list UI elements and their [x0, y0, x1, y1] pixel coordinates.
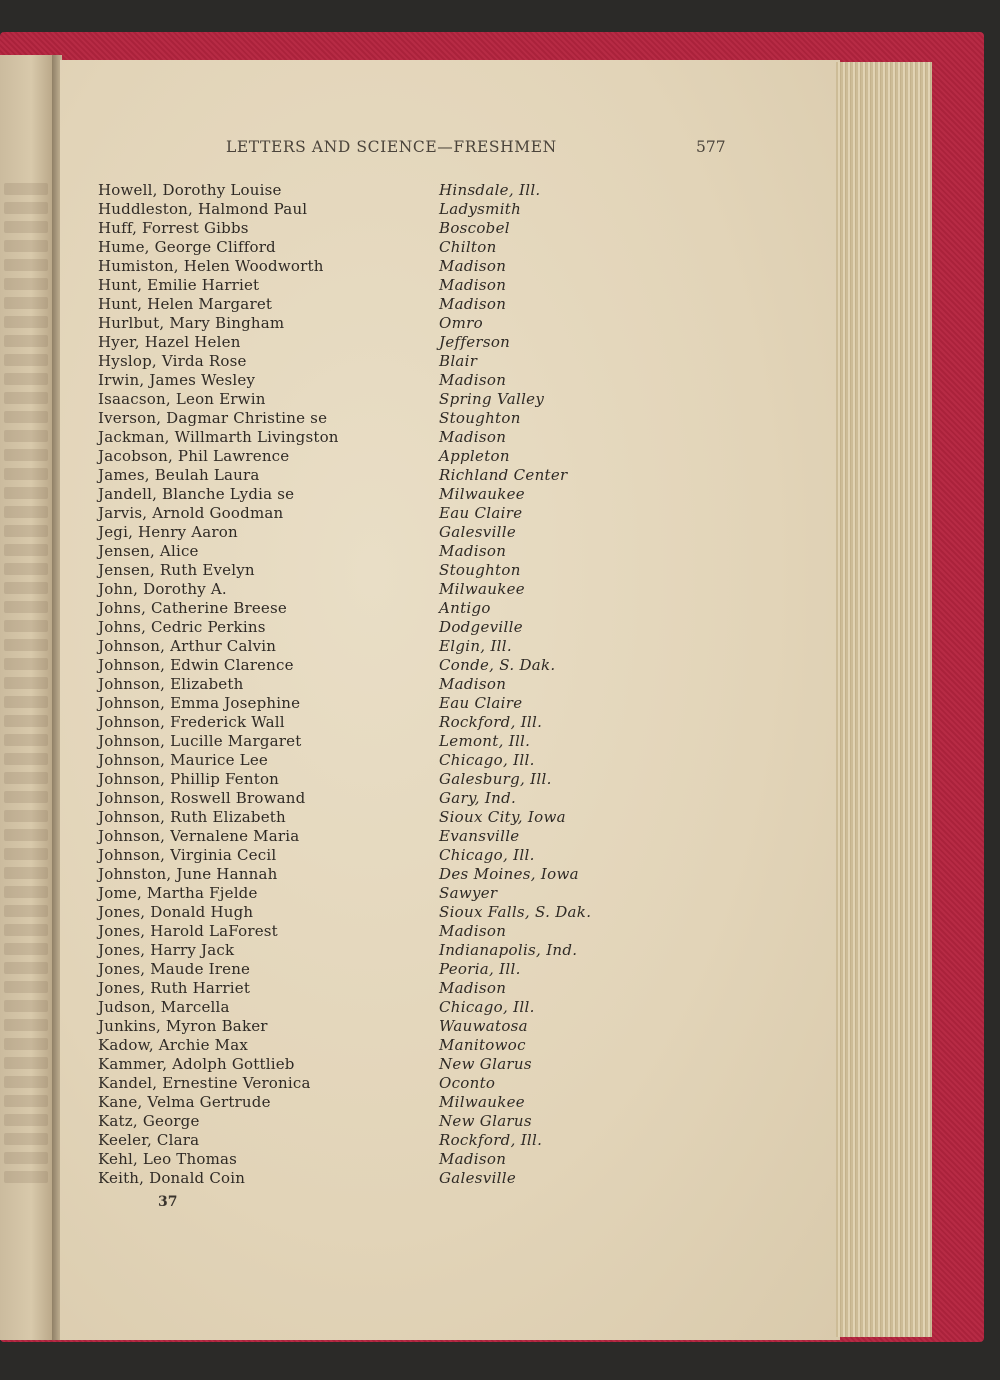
list-item: [98, 978, 698, 997]
facing-page-text-trace: [4, 411, 48, 423]
hometown: Omro: [439, 314, 483, 332]
hometown: Madison: [439, 428, 507, 446]
facing-page-text-trace: [4, 810, 48, 822]
student-name: Hyslop, Virda Rose: [98, 352, 247, 370]
list-item: [98, 370, 698, 389]
hometown: Galesville: [439, 523, 517, 541]
facing-page-text-trace: [4, 677, 48, 689]
facing-page-text-trace: [4, 297, 48, 309]
list-item: [98, 332, 698, 351]
hometown: Des Moines, Iowa: [439, 865, 579, 883]
student-name: Johnson, Arthur Calvin: [98, 637, 277, 655]
list-item: [98, 902, 698, 921]
student-name: James, Beulah Laura: [98, 466, 260, 484]
student-name: Katz, George: [98, 1112, 200, 1130]
student-name: Johnson, Emma Josephine: [98, 694, 301, 712]
student-name: Jones, Harry Jack: [98, 941, 235, 959]
list-item: [98, 864, 698, 883]
hometown: Sioux Falls, S. Dak.: [439, 903, 592, 921]
list-item: [98, 731, 698, 750]
hometown: Madison: [439, 295, 507, 313]
facing-page-text-trace: [4, 202, 48, 214]
student-name: Jones, Maude Irene: [98, 960, 251, 978]
student-name: Howell, Dorothy Louise: [98, 181, 282, 199]
hometown: Blair: [439, 352, 478, 370]
list-item: [98, 275, 698, 294]
student-list: [98, 180, 698, 1187]
list-item: [98, 845, 698, 864]
list-item: [98, 826, 698, 845]
hometown: Rockford, Ill.: [439, 1131, 543, 1149]
student-name: Hyer, Hazel Helen: [98, 333, 241, 351]
list-item: [98, 807, 698, 826]
page-edges: [836, 62, 932, 1337]
student-name: Johnson, Vernalene Maria: [98, 827, 300, 845]
facing-page-text-trace: [4, 449, 48, 461]
student-name: Kehl, Leo Thomas: [98, 1150, 238, 1168]
hometown: Madison: [439, 371, 507, 389]
student-name: Johnson, Elizabeth: [98, 675, 244, 693]
list-item: [98, 883, 698, 902]
student-name: Johnston, June Hannah: [98, 865, 278, 883]
facing-page-text-trace: [4, 1171, 48, 1183]
hometown: Indianapolis, Ind.: [439, 941, 578, 959]
list-item: [98, 237, 698, 256]
student-name: Jacobson, Phil Lawrence: [98, 447, 290, 465]
facing-page-text-trace: [4, 867, 48, 879]
student-name: Jensen, Ruth Evelyn: [98, 561, 255, 579]
hometown: New Glarus: [439, 1112, 532, 1130]
hometown: Ladysmith: [439, 200, 522, 218]
hometown: Hinsdale, Ill.: [439, 181, 541, 199]
hometown: Richland Center: [439, 466, 568, 484]
list-item: [98, 674, 698, 693]
list-item: [98, 465, 698, 484]
facing-page-text-trace: [4, 753, 48, 765]
list-item: [98, 351, 698, 370]
student-name: Johns, Catherine Breese: [98, 599, 287, 617]
list-item: [98, 1054, 698, 1073]
student-name: Johnson, Phillip Fenton: [98, 770, 280, 788]
list-item: [98, 180, 698, 199]
student-name: Jegi, Henry Aaron: [98, 523, 238, 541]
hometown: Milwaukee: [439, 485, 525, 503]
list-item: [98, 218, 698, 237]
facing-page-text-trace: [4, 183, 48, 195]
list-item: [98, 199, 698, 218]
hometown: Jefferson: [439, 333, 511, 351]
facing-page-text-trace: [4, 1095, 48, 1107]
facing-page-text-trace: [4, 1076, 48, 1088]
hometown: Dodgeville: [439, 618, 523, 636]
facing-page-text-trace: [4, 354, 48, 366]
student-name: Johnson, Edwin Clarence: [98, 656, 294, 674]
list-item: [98, 769, 698, 788]
hometown: Appleton: [439, 447, 510, 465]
student-name: Huff, Forrest Gibbs: [98, 219, 249, 237]
facing-page-text-trace: [4, 924, 48, 936]
hometown: Madison: [439, 675, 507, 693]
facing-page-text-trace: [4, 506, 48, 518]
list-item: [98, 921, 698, 940]
hometown: Eau Claire: [439, 504, 523, 522]
facing-page-text-trace: [4, 1152, 48, 1164]
list-item: [98, 617, 698, 636]
student-name: Jones, Ruth Harriet: [98, 979, 251, 997]
hometown: Milwaukee: [439, 1093, 525, 1111]
student-name: Johnson, Ruth Elizabeth: [98, 808, 286, 826]
list-item: [98, 750, 698, 769]
hometown: Boscobel: [439, 219, 510, 237]
hometown: New Glarus: [439, 1055, 532, 1073]
student-name: Junkins, Myron Baker: [98, 1017, 268, 1035]
list-item: [98, 427, 698, 446]
hometown: Stoughton: [439, 409, 521, 427]
facing-page-text-trace: [4, 392, 48, 404]
list-item: [98, 484, 698, 503]
list-item: [98, 788, 698, 807]
student-name: Johns, Cedric Perkins: [98, 618, 266, 636]
student-name: Huddleston, Halmond Paul: [98, 200, 308, 218]
facing-page-text-trace: [4, 487, 48, 499]
page-number: 577: [696, 138, 726, 156]
student-name: Jones, Harold LaForest: [98, 922, 278, 940]
student-name: Judson, Marcella: [98, 998, 230, 1016]
student-name: Johnson, Frederick Wall: [98, 713, 285, 731]
list-item: [98, 712, 698, 731]
hometown: Chicago, Ill.: [439, 846, 535, 864]
student-name: Hunt, Emilie Harriet: [98, 276, 260, 294]
hometown: Milwaukee: [439, 580, 525, 598]
facing-page-text-trace: [4, 1057, 48, 1069]
student-name: Johnson, Virginia Cecil: [98, 846, 277, 864]
facing-page-text-trace: [4, 620, 48, 632]
hometown: Elgin, Ill.: [439, 637, 512, 655]
list-item: [98, 503, 698, 522]
hometown: Madison: [439, 257, 507, 275]
facing-page-text-trace: [4, 715, 48, 727]
facing-page-text-trace: [4, 962, 48, 974]
facing-page-text-trace: [4, 259, 48, 271]
student-name: Iverson, Dagmar Christine se: [98, 409, 328, 427]
student-name: Hunt, Helen Margaret: [98, 295, 273, 313]
list-item: [98, 256, 698, 275]
list-item: [98, 446, 698, 465]
facing-page-text-trace: [4, 430, 48, 442]
hometown: Chilton: [439, 238, 497, 256]
student-name: Jarvis, Arnold Goodman: [98, 504, 284, 522]
list-item: [98, 997, 698, 1016]
facing-page-text-trace: [4, 848, 48, 860]
facing-page-text-trace: [4, 1114, 48, 1126]
student-name: Kane, Velma Gertrude: [98, 1093, 271, 1111]
facing-page-text-trace: [4, 373, 48, 385]
student-name: Johnson, Lucille Margaret: [98, 732, 302, 750]
student-name: Jensen, Alice: [98, 542, 199, 560]
facing-page-text-trace: [4, 582, 48, 594]
hometown: Galesville: [439, 1169, 517, 1187]
facing-page-text-trace: [4, 886, 48, 898]
list-item: [98, 579, 698, 598]
facing-page-text-trace: [4, 1019, 48, 1031]
facing-page-text-trace: [4, 734, 48, 746]
facing-page-text-trace: [4, 696, 48, 708]
list-item: [98, 1111, 698, 1130]
facing-page-text-trace: [4, 468, 48, 480]
student-name: Keith, Donald Coin: [98, 1169, 246, 1187]
facing-page-text-trace: [4, 981, 48, 993]
hometown: Sioux City, Iowa: [439, 808, 566, 826]
facing-page-text-trace: [4, 829, 48, 841]
facing-page-text-trace: [4, 658, 48, 670]
list-item: [98, 1130, 698, 1149]
list-item: [98, 522, 698, 541]
hometown: Madison: [439, 1150, 507, 1168]
signature-mark: 37: [158, 1194, 178, 1210]
student-name: Johnson, Roswell Browand: [98, 789, 306, 807]
facing-page-text-trace: [4, 601, 48, 613]
hometown: Gary, Ind.: [439, 789, 517, 807]
facing-page-edge: [0, 55, 52, 1340]
hometown: Madison: [439, 276, 507, 294]
list-item: [98, 1016, 698, 1035]
list-item: [98, 1149, 698, 1168]
list-item: [98, 389, 698, 408]
facing-page-text-trace: [4, 772, 48, 784]
student-name: Isaacson, Leon Erwin: [98, 390, 266, 408]
facing-page-text-trace: [4, 544, 48, 556]
hometown: Eau Claire: [439, 694, 523, 712]
student-name: Irwin, James Wesley: [98, 371, 256, 389]
student-name: Jandell, Blanche Lydia se: [98, 485, 295, 503]
list-item: [98, 294, 698, 313]
facing-page-text-trace: [4, 905, 48, 917]
hometown: Lemont, Ill.: [439, 732, 531, 750]
facing-page-text-trace: [4, 791, 48, 803]
list-item: [98, 636, 698, 655]
hometown: Galesburg, Ill.: [439, 770, 552, 788]
student-name: Humiston, Helen Woodworth: [98, 257, 324, 275]
list-item: [98, 408, 698, 427]
facing-page-text-trace: [4, 563, 48, 575]
list-item: [98, 313, 698, 332]
list-item: [98, 1073, 698, 1092]
student-name: Keeler, Clara: [98, 1131, 200, 1149]
hometown: Wauwatosa: [439, 1017, 528, 1035]
hometown: Antigo: [439, 599, 491, 617]
hometown: Sawyer: [439, 884, 498, 902]
facing-page-text-trace: [4, 1038, 48, 1050]
list-item: [98, 940, 698, 959]
list-item: [98, 541, 698, 560]
student-name: Kandel, Ernestine Veronica: [98, 1074, 311, 1092]
student-name: Jome, Martha Fjelde: [98, 884, 258, 902]
student-name: Kadow, Archie Max: [98, 1036, 249, 1054]
student-name: Jackman, Willmarth Livingston: [98, 428, 339, 446]
facing-page-text-trace: [4, 221, 48, 233]
hometown: Peoria, Ill.: [439, 960, 521, 978]
running-header: LETTERS AND SCIENCE—FRESHMEN: [226, 138, 557, 156]
hometown: Stoughton: [439, 561, 521, 579]
facing-page-text-trace: [4, 1000, 48, 1012]
student-name: Hume, George Clifford: [98, 238, 276, 256]
hometown: Madison: [439, 542, 507, 560]
hometown: Chicago, Ill.: [439, 998, 535, 1016]
hometown: Oconto: [439, 1074, 496, 1092]
facing-page-text-trace: [4, 1133, 48, 1145]
facing-page-text-trace: [4, 335, 48, 347]
hometown: Manitowoc: [439, 1036, 526, 1054]
list-item: [98, 1035, 698, 1054]
hometown: Rockford, Ill.: [439, 713, 543, 731]
student-name: Jones, Donald Hugh: [98, 903, 254, 921]
student-name: Hurlbut, Mary Bingham: [98, 314, 285, 332]
list-item: [98, 560, 698, 579]
facing-page-text-trace: [4, 943, 48, 955]
list-item: [98, 655, 698, 674]
facing-page-text-trace: [4, 240, 48, 252]
student-name: Johnson, Maurice Lee: [98, 751, 268, 769]
hometown: Evansville: [439, 827, 520, 845]
list-item: [98, 959, 698, 978]
student-name: John, Dorothy A.: [98, 580, 227, 598]
hometown: Madison: [439, 979, 507, 997]
hometown: Chicago, Ill.: [439, 751, 535, 769]
facing-page-text-trace: [4, 639, 48, 651]
list-item: [98, 1168, 698, 1187]
list-item: [98, 598, 698, 617]
hometown: Spring Valley: [439, 390, 545, 408]
hometown: Conde, S. Dak.: [439, 656, 556, 674]
student-name: Kammer, Adolph Gottlieb: [98, 1055, 295, 1073]
list-item: [98, 1092, 698, 1111]
facing-page-text-trace: [4, 278, 48, 290]
facing-page-text-trace: [4, 316, 48, 328]
hometown: Madison: [439, 922, 507, 940]
list-item: [98, 693, 698, 712]
facing-page-text-trace: [4, 525, 48, 537]
